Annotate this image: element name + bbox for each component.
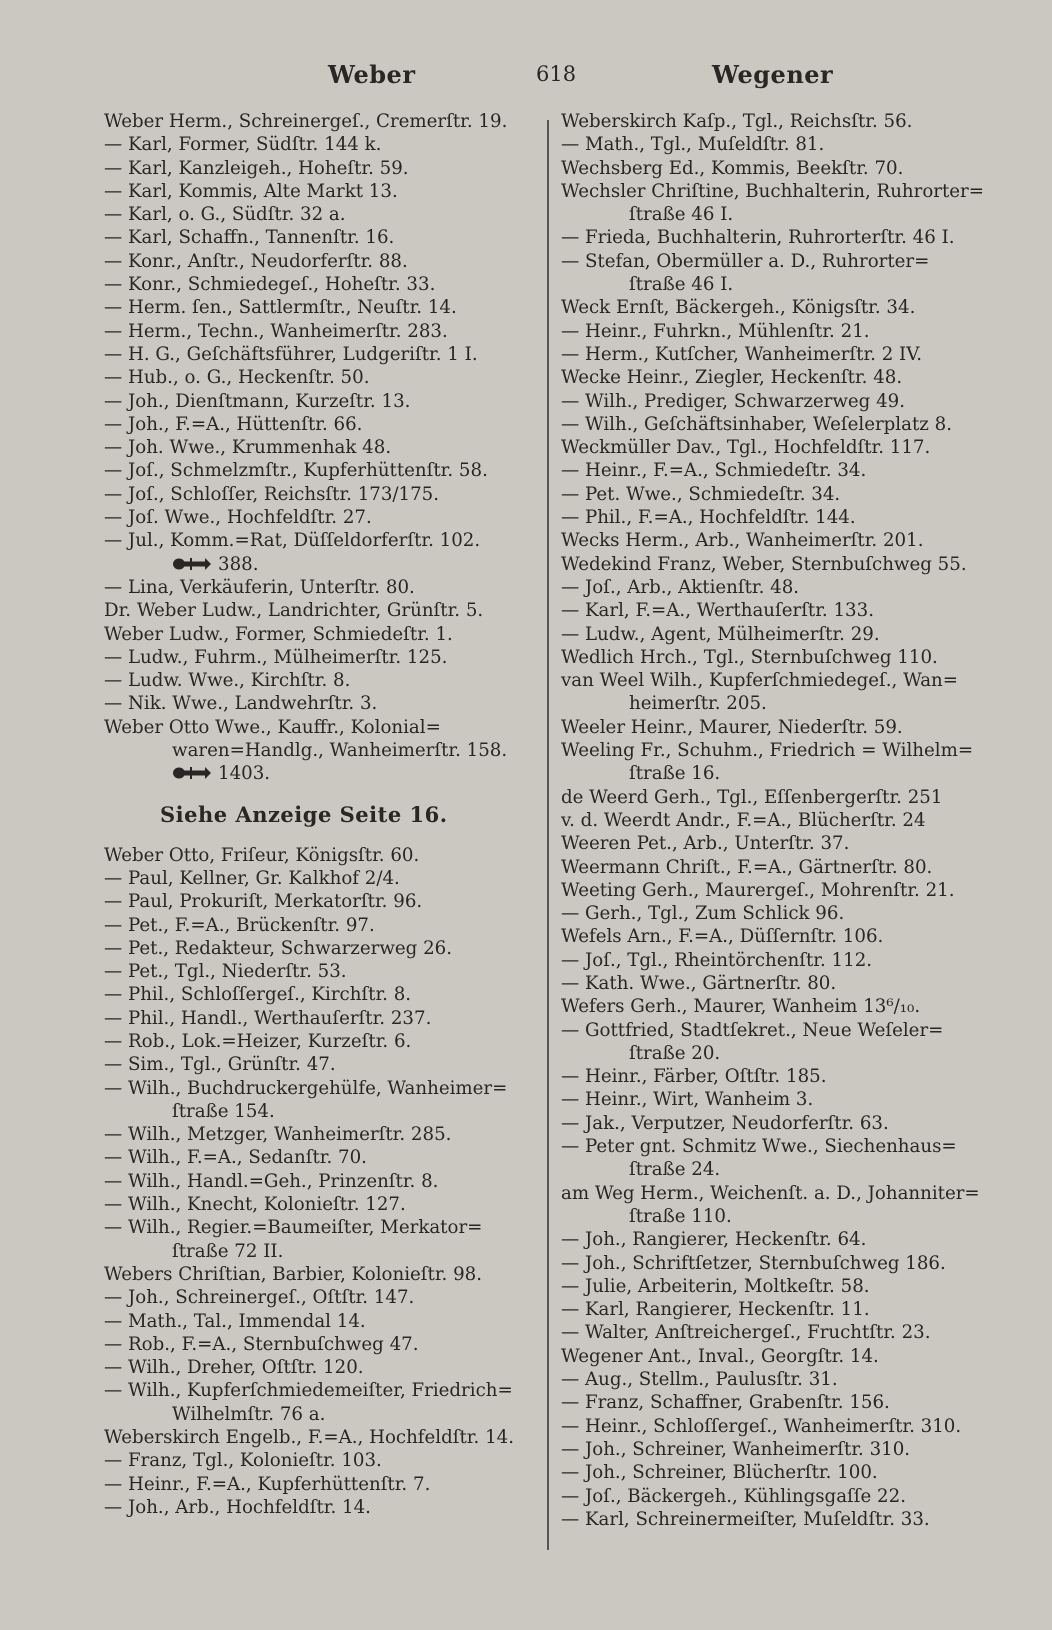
directory-entry xyxy=(561,1368,991,1391)
entry-text: Wefels Arn., F.=A., Düſſernſtr. 106. xyxy=(561,926,884,948)
entry-text: ſtraße 72 II. xyxy=(172,1240,284,1262)
entry-text: — Hub., o. G., Heckenſtr. 50. xyxy=(104,367,370,389)
directory-entry xyxy=(104,529,534,552)
directory-entry xyxy=(561,506,991,529)
entry-text: — Joſ. Wwe., Hochfeldſtr. 27. xyxy=(104,507,372,529)
entry-text: ſtraße 46 I. xyxy=(629,204,734,226)
directory-entry xyxy=(104,1263,534,1286)
entry-text: — Karl, Schaffn., Tannenſtr. 16. xyxy=(104,227,395,249)
entry-continuation xyxy=(104,1240,534,1263)
directory-entry xyxy=(561,1088,991,1111)
entry-text: Wecks Herm., Arb., Wanheimerſtr. 201. xyxy=(561,530,924,552)
entry-text: — Karl, Former, Südſtr. 144 k. xyxy=(104,134,382,156)
directory-entry xyxy=(104,1193,534,1216)
directory-entry xyxy=(104,366,534,389)
entry-text: — Konr., Anſtr., Neudorferſtr. 88. xyxy=(104,250,408,272)
directory-entry xyxy=(561,599,991,622)
directory-entry xyxy=(104,157,534,180)
directory-entry xyxy=(104,844,534,867)
directory-entry xyxy=(561,180,991,203)
directory-entry xyxy=(104,1473,534,1496)
entry-text: — Joſ., Schloſſer, Reichsſtr. 173/175. xyxy=(104,483,440,505)
entry-text: — Paul, Prokuriſt, Merkatorſtr. 96. xyxy=(104,891,423,913)
directory-entry xyxy=(104,960,534,983)
directory-entry xyxy=(561,459,991,482)
directory-entry xyxy=(561,576,991,599)
entry-text: Siehe Anzeige Seite 16. xyxy=(160,801,448,827)
entry-text: — Wilh., Knecht, Kolonieſtr. 127. xyxy=(104,1194,406,1216)
directory-entry xyxy=(104,413,534,436)
entry-continuation xyxy=(104,1403,534,1426)
entry-text: — Karl, Rangierer, Heckenſtr. 11. xyxy=(561,1299,870,1321)
entry-text: Weberskirch Engelb., F.=A., Hochfeldſtr. 14. xyxy=(104,1427,514,1449)
directory-entry xyxy=(561,1415,991,1438)
entry-text: — Rob., Lok.=Heizer, Kurzeſtr. 6. xyxy=(104,1030,412,1052)
entry-text: de Weerd Gerh., Tgl., Eſſenbergerſtr. 251 xyxy=(561,786,943,808)
directory-entry xyxy=(561,226,991,249)
left-column xyxy=(104,110,534,1519)
entry-text: Wedlich Hrch., Tgl., Sternbuſchweg 110. xyxy=(561,646,938,668)
directory-entry xyxy=(561,110,991,133)
entry-text: Wegener Ant., Inval., Georgſtr. 14. xyxy=(561,1345,879,1367)
entry-text: — Heinr., F.=A., Kupferhüttenſtr. 7. xyxy=(104,1473,431,1495)
directory-entry xyxy=(561,1321,991,1344)
entry-text: ſtraße 16. xyxy=(629,763,721,785)
telephone-icon xyxy=(172,763,212,777)
directory-entry xyxy=(561,809,991,832)
entry-text: — Wilh., Geſchäftsinhaber, Weſelerplatz 8. xyxy=(561,413,952,435)
entry-text: Weermann Chriſt., F.=A., Gärtnerſtr. 80. xyxy=(561,856,933,878)
directory-entry xyxy=(104,1426,534,1449)
entry-text: — Karl, Kommis, Alte Markt 13. xyxy=(104,180,398,202)
entry-text: — Herm. ſen., Sattlermſtr., Neuſtr. 14. xyxy=(104,297,457,319)
directory-entry xyxy=(104,296,534,319)
directory-entry xyxy=(561,995,991,1018)
entry-text: — Wilh., Handl.=Geh., Prinzenſtr. 8. xyxy=(104,1170,439,1192)
directory-entry xyxy=(561,157,991,180)
directory-entry xyxy=(561,1065,991,1088)
directory-entry xyxy=(561,483,991,506)
entry-text: — Heinr., Wirt, Wanheim 3. xyxy=(561,1089,814,1111)
page-header xyxy=(100,60,980,94)
directory-entry xyxy=(561,972,991,995)
directory-entry xyxy=(561,1391,991,1414)
entry-text: — Joh., Schriftſetzer, Sternbuſchweg 186. xyxy=(561,1252,946,1274)
directory-entry xyxy=(104,669,534,692)
entry-text: — Wilh., Regier.=Baumeiſter, Merkator= xyxy=(104,1217,483,1239)
entry-continuation xyxy=(561,692,991,715)
directory-entry xyxy=(561,320,991,343)
directory-entry xyxy=(104,599,534,622)
entry-text: — Paul, Kellner, Gr. Kalkhof 2/4. xyxy=(104,867,400,889)
entry-text: — Rob., F.=A., Sternbuſchweg 47. xyxy=(104,1333,419,1355)
entry-text: — Ludw., Fuhrm., Mülheimerſtr. 125. xyxy=(104,646,448,668)
entry-text: — Sim., Tgl., Grünſtr. 47. xyxy=(104,1054,336,1076)
telephone-number xyxy=(104,553,534,576)
telephone-icon xyxy=(172,554,212,568)
directory-entry xyxy=(561,902,991,925)
entry-text: — Wilh., Metzger, Wanheimerſtr. 285. xyxy=(104,1124,452,1146)
entry-text: — Franz, Schaffner, Grabenſtr. 156. xyxy=(561,1392,890,1414)
entry-text: Wilhelmſtr. 76 a. xyxy=(172,1403,326,1425)
entry-text: — Joh., Rangierer, Heckenſtr. 64. xyxy=(561,1229,867,1251)
entry-text: Webers Chriſtian, Barbier, Kolonieſtr. 98. xyxy=(104,1263,483,1285)
entry-text: Weeren Pet., Arb., Unterſtr. 37. xyxy=(561,833,850,855)
directory-entry xyxy=(104,1077,534,1100)
entry-text: — Franz, Tgl., Kolonieſtr. 103. xyxy=(104,1450,382,1472)
entry-text: — Herm., Kutſcher, Wanheimerſtr. 2 IV. xyxy=(561,343,922,365)
entry-text: — Gerh., Tgl., Zum Schlick 96. xyxy=(561,903,845,925)
page-number: 618 xyxy=(536,62,577,86)
entry-text: Weber Otto, Friſeur, Königsſtr. 60. xyxy=(104,844,420,866)
entry-text: — Walter, Anſtreichergeſ., Fruchtſtr. 23. xyxy=(561,1322,931,1344)
directory-entry xyxy=(104,110,534,133)
directory-entry xyxy=(104,1170,534,1193)
directory-entry xyxy=(561,949,991,972)
directory-entry xyxy=(561,296,991,319)
directory-entry xyxy=(104,226,534,249)
directory-entry xyxy=(561,1019,991,1042)
entry-text: — Frieda, Buchhalterin, Ruhrorterſtr. 46 I. xyxy=(561,227,955,249)
directory-entry xyxy=(104,390,534,413)
entry-text: — Phil., Schloſſergeſ., Kirchſtr. 8. xyxy=(104,984,412,1006)
directory-entry xyxy=(561,716,991,739)
directory-entry xyxy=(561,390,991,413)
directory-entry xyxy=(104,1356,534,1379)
directory-entry xyxy=(561,133,991,156)
directory-entry xyxy=(561,1252,991,1275)
entry-text: — Ludw. Wwe., Kirchſtr. 8. xyxy=(104,670,351,692)
entry-text: — Heinr., F.=A., Schmiedeſtr. 34. xyxy=(561,460,867,482)
directory-entry xyxy=(561,1135,991,1158)
entry-text: — Joſ., Tgl., Rheintörchenſtr. 112. xyxy=(561,949,873,971)
entry-text: Weeling Fr., Schuhm., Friedrich = Wilhelm= xyxy=(561,740,974,762)
entry-text: — Gottfried, Stadtſekret., Neue Weſeler= xyxy=(561,1019,944,1041)
entry-text: — Joh. Wwe., Krummenhak 48. xyxy=(104,437,392,459)
directory-entry xyxy=(561,646,991,669)
directory-entry xyxy=(561,529,991,552)
entry-text: — Jak., Verputzer, Neudorferſtr. 63. xyxy=(561,1112,889,1134)
entry-text: — Karl, F.=A., Werthauſerſtr. 133. xyxy=(561,600,874,622)
directory-entry xyxy=(561,786,991,809)
entry-text: — Heinr., Fuhrkn., Mühlenſtr. 21. xyxy=(561,320,870,342)
entry-text: — Joh., Schreiner, Blücherſtr. 100. xyxy=(561,1462,878,1484)
entry-text: — Wilh., Kupferſchmiedemeiſter, Friedrich= xyxy=(104,1380,513,1402)
advertisement-notice xyxy=(104,786,534,844)
entry-text: — Wilh., Buchdruckergehülfe, Wanheimer= xyxy=(104,1077,508,1099)
directory-entry xyxy=(104,937,534,960)
directory-entry xyxy=(104,483,534,506)
entry-text: — Peter gnt. Schmitz Wwe., Siechenhaus= xyxy=(561,1136,957,1158)
directory-entry xyxy=(104,250,534,273)
directory-entry xyxy=(104,273,534,296)
entry-text: Wedekind Franz, Weber, Sternbuſchweg 55. xyxy=(561,553,967,575)
entry-text: — Math., Tgl., Muſeldſtr. 81. xyxy=(561,134,825,156)
entry-text: — Heinr., Schloſſergeſ., Wanheimerſtr. 310. xyxy=(561,1415,962,1437)
directory-entry xyxy=(104,646,534,669)
entry-text: — Julie, Arbeiterin, Moltkeſtr. 58. xyxy=(561,1275,870,1297)
entry-text: — Aug., Stellm., Paulusſtr. 31. xyxy=(561,1369,838,1391)
entry-text: Weberskirch Kaſp., Tgl., Reichsſtr. 56. xyxy=(561,111,913,132)
directory-entry xyxy=(561,1461,991,1484)
entry-continuation xyxy=(561,1205,991,1228)
entry-text: — Phil., F.=A., Hochfeldſtr. 144. xyxy=(561,507,856,529)
directory-entry xyxy=(104,1216,534,1239)
entry-text: heimerſtr. 205. xyxy=(629,693,767,715)
directory-entry xyxy=(561,856,991,879)
directory-entry xyxy=(104,1449,534,1472)
directory-entry xyxy=(561,879,991,902)
directory-entry xyxy=(561,832,991,855)
entry-text: — Joh., Arb., Hochfeldſtr. 14. xyxy=(104,1496,371,1518)
entry-text: ſtraße 154. xyxy=(172,1100,275,1122)
column-divider xyxy=(547,120,549,1550)
entry-text: — Pet., Tgl., Niederſtr. 53. xyxy=(104,961,347,983)
directory-entry xyxy=(104,1310,534,1333)
entry-text: Dr. Weber Ludw., Landrichter, Grünſtr. 5. xyxy=(104,600,484,622)
directory-entry xyxy=(104,890,534,913)
directory-entry xyxy=(104,983,534,1006)
entry-text: — Wilh., F.=A., Sedanſtr. 70. xyxy=(104,1147,367,1169)
header-last-name: Wegener xyxy=(712,60,834,89)
directory-entry xyxy=(104,203,534,226)
entry-text: v. d. Weerdt Andr., F.=A., Blücherſtr. 24 xyxy=(561,809,926,831)
entry-text: — Lina, Verkäuferin, Unterſtr. 80. xyxy=(104,576,415,598)
entry-text: — Karl, o. G., Südſtr. 32 a. xyxy=(104,204,346,226)
directory-entry xyxy=(561,669,991,692)
entry-text: — Kath. Wwe., Gärtnerſtr. 80. xyxy=(561,972,837,994)
directory-entry xyxy=(104,320,534,343)
directory-entry xyxy=(104,1123,534,1146)
entry-text: ſtraße 110. xyxy=(629,1205,732,1227)
entry-continuation xyxy=(561,762,991,785)
entry-text: Wecke Heinr., Ziegler, Heckenſtr. 48. xyxy=(561,367,903,389)
right-column xyxy=(561,110,991,1531)
directory-entry xyxy=(104,1030,534,1053)
entry-text: ſtraße 20. xyxy=(629,1042,721,1064)
entry-text: waren=Handlg., Wanheimerſtr. 158. xyxy=(172,740,508,762)
directory-entry xyxy=(561,553,991,576)
directory-entry xyxy=(104,1496,534,1519)
entry-text: 388. xyxy=(218,553,259,575)
entry-text: Wechsler Chriſtine, Buchhalterin, Ruhrorter= xyxy=(561,180,984,202)
directory-entry xyxy=(104,623,534,646)
directory-entry xyxy=(104,867,534,890)
entry-text: — Stefan, Obermüller a. D., Ruhrorter= xyxy=(561,250,930,272)
directory-entry xyxy=(104,1379,534,1402)
directory-entry xyxy=(561,343,991,366)
entry-text: — Joh., Schreinergeſ., Oſtſtr. 147. xyxy=(104,1287,415,1309)
entry-text: — Joſ., Schmelzmſtr., Kupferhüttenſtr. 58. xyxy=(104,460,488,482)
entry-text: — H. G., Geſchäftsführer, Ludgeriſtr. 1 I. xyxy=(104,343,478,365)
directory-entry xyxy=(104,1007,534,1030)
entry-text: Weeler Heinr., Maurer, Niederſtr. 59. xyxy=(561,716,903,738)
entry-text: van Weel Wilh., Kupferſchmiedegeſ., Wan= xyxy=(561,670,958,692)
directory-entry xyxy=(561,413,991,436)
entry-text: Wefers Gerh., Maurer, Wanheim 13⁶/₁₀. xyxy=(561,996,921,1018)
entry-text: Weeting Gerh., Maurergeſ., Mohrenſtr. 21. xyxy=(561,879,955,901)
directory-entry xyxy=(104,459,534,482)
entry-text: — Herm., Techn., Wanheimerſtr. 283. xyxy=(104,320,448,342)
directory-entry xyxy=(104,576,534,599)
entry-text: — Pet., F.=A., Brückenſtr. 97. xyxy=(104,914,375,936)
directory-entry xyxy=(104,506,534,529)
entry-text: — Pet., Redakteur, Schwarzerweg 26. xyxy=(104,937,452,959)
directory-entry xyxy=(104,133,534,156)
directory-entry xyxy=(104,914,534,937)
entry-text: — Heinr., Färber, Oſtſtr. 185. xyxy=(561,1066,827,1088)
directory-entry xyxy=(104,716,534,739)
entry-text: — Konr., Schmiedegeſ., Hoheſtr. 33. xyxy=(104,274,436,296)
entry-text: Weber Herm., Schreinergeſ., Cremerſtr. 19. xyxy=(104,111,508,132)
entry-text: ſtraße 24. xyxy=(629,1159,721,1181)
directory-entry xyxy=(104,180,534,203)
entry-text: — Joh., Schreiner, Wanheimerſtr. 310. xyxy=(561,1438,911,1460)
directory-entry xyxy=(104,692,534,715)
directory-entry xyxy=(561,366,991,389)
entry-text: — Wilh., Prediger, Schwarzerweg 49. xyxy=(561,390,906,412)
entry-continuation xyxy=(104,1100,534,1123)
entry-text: Wechsberg Ed., Kommis, Beekſtr. 70. xyxy=(561,157,904,179)
directory-entry xyxy=(561,1345,991,1368)
directory-entry xyxy=(561,623,991,646)
entry-text: Weck Ernſt, Bäckergeh., Königsſtr. 34. xyxy=(561,297,916,319)
entry-text: — Karl, Kanzleigeh., Hoheſtr. 59. xyxy=(104,157,409,179)
directory-entry xyxy=(561,1508,991,1531)
directory-entry xyxy=(104,1146,534,1169)
entry-continuation xyxy=(561,203,991,226)
directory-entry xyxy=(561,1112,991,1135)
entry-text: — Math., Tal., Immendal 14. xyxy=(104,1310,366,1332)
entry-text: — Joh., F.=A., Hüttenſtr. 66. xyxy=(104,413,363,435)
entry-continuation xyxy=(104,739,534,762)
entry-text: — Jul., Komm.=Rat, Düſſeldorferſtr. 102. xyxy=(104,530,481,552)
directory-entry xyxy=(104,436,534,459)
directory-entry xyxy=(104,1333,534,1356)
directory-entry xyxy=(561,1275,991,1298)
entry-continuation xyxy=(561,273,991,296)
entry-text: — Phil., Handl., Werthauſerſtr. 237. xyxy=(104,1007,432,1029)
entry-text: Weber Ludw., Former, Schmiedeſtr. 1. xyxy=(104,623,453,645)
header-first-name: Weber xyxy=(328,60,416,89)
directory-entry xyxy=(104,1286,534,1309)
directory-entry xyxy=(561,1298,991,1321)
entry-text: — Ludw., Agent, Mülheimerſtr. 29. xyxy=(561,623,880,645)
entry-text: — Joſ., Bäckergeh., Kühlingsgaſſe 22. xyxy=(561,1485,906,1507)
directory-entry xyxy=(561,1438,991,1461)
entry-text: am Weg Herm., Weichenſt. a. D., Johanniter= xyxy=(561,1182,980,1204)
entry-continuation xyxy=(561,1158,991,1181)
entry-text: Weckmüller Dav., Tgl., Hochfeldſtr. 117. xyxy=(561,437,931,459)
directory-entry xyxy=(561,436,991,459)
entry-text: — Wilh., Dreher, Oſtſtr. 120. xyxy=(104,1357,364,1379)
entry-text: Weber Otto Wwe., Kauffr., Kolonial= xyxy=(104,716,441,738)
entry-text: — Pet. Wwe., Schmiedeſtr. 34. xyxy=(561,483,841,505)
entry-text: — Nik. Wwe., Landwehrſtr. 3. xyxy=(104,693,378,715)
entry-text: — Joſ., Arb., Aktienſtr. 48. xyxy=(561,576,800,598)
entry-text: — Karl, Schreinermeiſter, Muſeldſtr. 33. xyxy=(561,1508,930,1530)
entry-text: — Joh., Dienſtmann, Kurzeſtr. 13. xyxy=(104,390,411,412)
entry-text: 1403. xyxy=(218,763,271,785)
directory-entry xyxy=(104,343,534,366)
entry-continuation xyxy=(561,1042,991,1065)
telephone-number xyxy=(104,762,534,785)
directory-entry xyxy=(561,1485,991,1508)
directory-entry xyxy=(561,1182,991,1205)
directory-entry xyxy=(561,925,991,948)
entry-text: ſtraße 46 I. xyxy=(629,274,734,296)
directory-entry xyxy=(561,1228,991,1251)
directory-entry xyxy=(104,1053,534,1076)
directory-entry xyxy=(561,250,991,273)
directory-entry xyxy=(561,739,991,762)
